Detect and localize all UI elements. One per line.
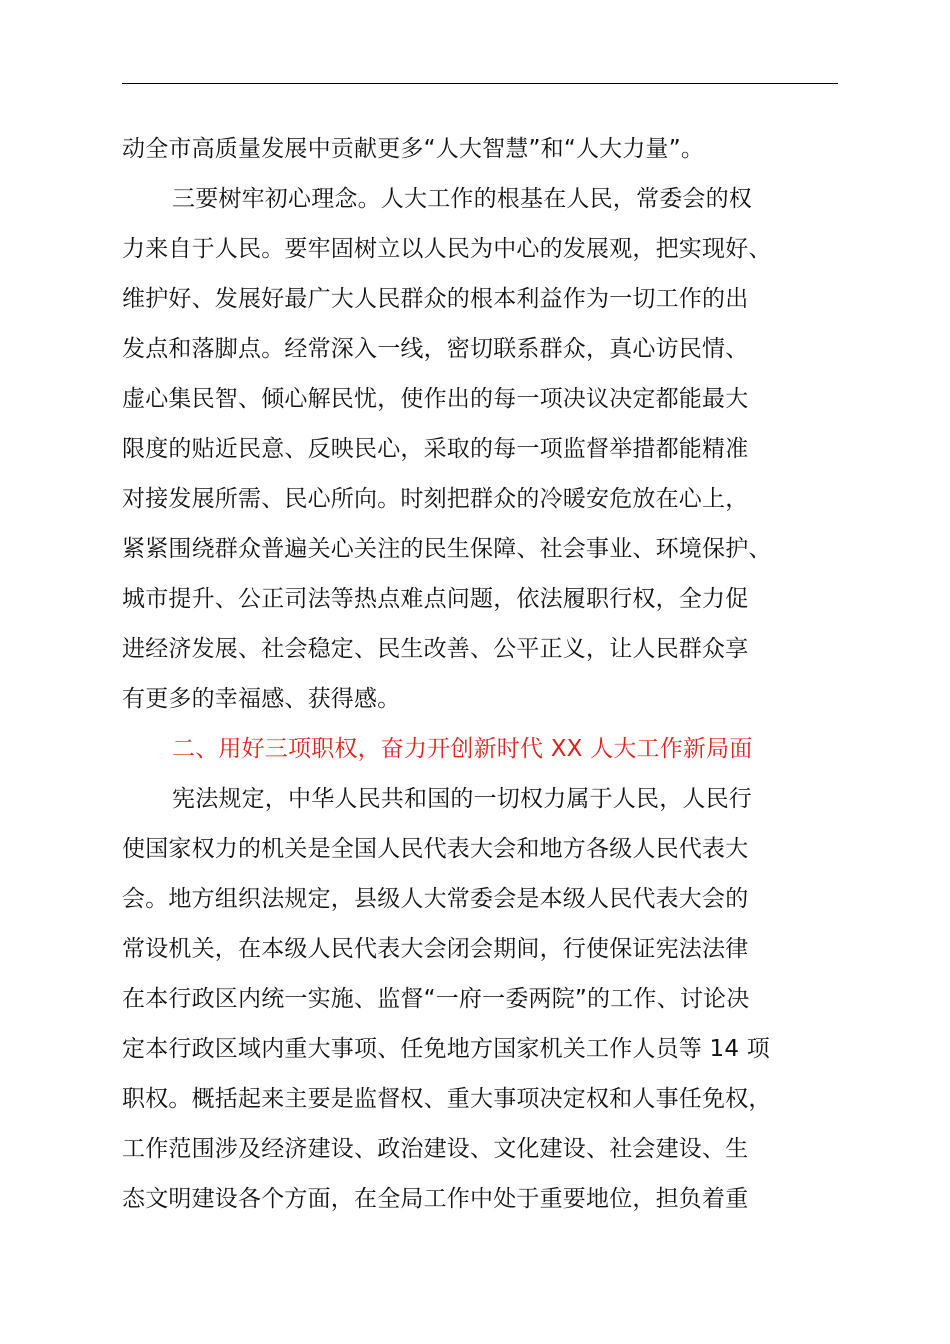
paragraph-constitution-start: 宪法规定，中华人民共和国的一切权力属于人民，人民行 (172, 786, 752, 812)
body-line-22: 态文明建设各个方面，在全局工作中处于重要地位，担负着重 (122, 1186, 749, 1212)
body-line-20: 职权。概括起来主要是监督权、重大事项决定权和人事任免权， (122, 1086, 772, 1112)
body-line-6: 虚心集民智、倾心解民忧，使作出的每一项决议决定都能最大 (122, 386, 749, 412)
body-line-15: 使国家权力的机关是全国人民代表大会和地方各级人民代表大 (122, 836, 749, 862)
body-line-11: 进经济发展、社会稳定、民生改善、公平正义，让人民群众享 (122, 636, 749, 662)
section-heading: 二、用好三项职权，奋力开创新时代 XX 人大工作新局面 (172, 736, 753, 762)
body-line-16: 会。地方组织法规定，县级人大常委会是本级人民代表大会的 (122, 886, 749, 912)
body-line-4: 维护好、发展好最广大人民群众的根本利益作为一切工作的出 (122, 286, 749, 312)
body-line-7: 限度的贴近民意、反映民心，采取的每一项监督举措都能精准 (122, 436, 749, 462)
body-line-12: 有更多的幸福感、获得感。 (122, 686, 401, 712)
body-line-10: 城市提升、公正司法等热点难点问题，依法履职行权，全力促 (122, 586, 749, 612)
body-line-21: 工作范围涉及经济建设、政治建设、文化建设、社会建设、生 (122, 1136, 749, 1162)
body-line-5: 发点和落脚点。经常深入一线，密切联系群众，真心访民情、 (122, 336, 749, 362)
body-line-17: 常设机关，在本级人民代表大会闭会期间，行使保证宪法法律 (122, 936, 749, 962)
body-line-9: 紧紧围绕群众普遍关心关注的民生保障、社会事业、环境保护、 (122, 536, 772, 562)
body-line-18: 在本行政区内统一实施、监督“一府一委两院”的工作、讨论决 (122, 986, 750, 1012)
body-line-19: 定本行政区域内重大事项、任免地方国家机关工作人员等 14 项 (122, 1036, 770, 1062)
header-rule (122, 83, 838, 84)
body-line-1: 动全市高质量发展中贡献更多“人大智慧”和“人大力量”。 (122, 136, 705, 162)
paragraph-three-start: 三要树牢初心理念。人大工作的根基在人民，常委会的权 (172, 186, 752, 212)
body-line-8: 对接发展所需、民心所向。时刻把群众的冷暖安危放在心上， (122, 486, 749, 512)
body-line-3: 力来自于人民。要牢固树立以人民为中心的发展观，把实现好、 (122, 236, 772, 262)
